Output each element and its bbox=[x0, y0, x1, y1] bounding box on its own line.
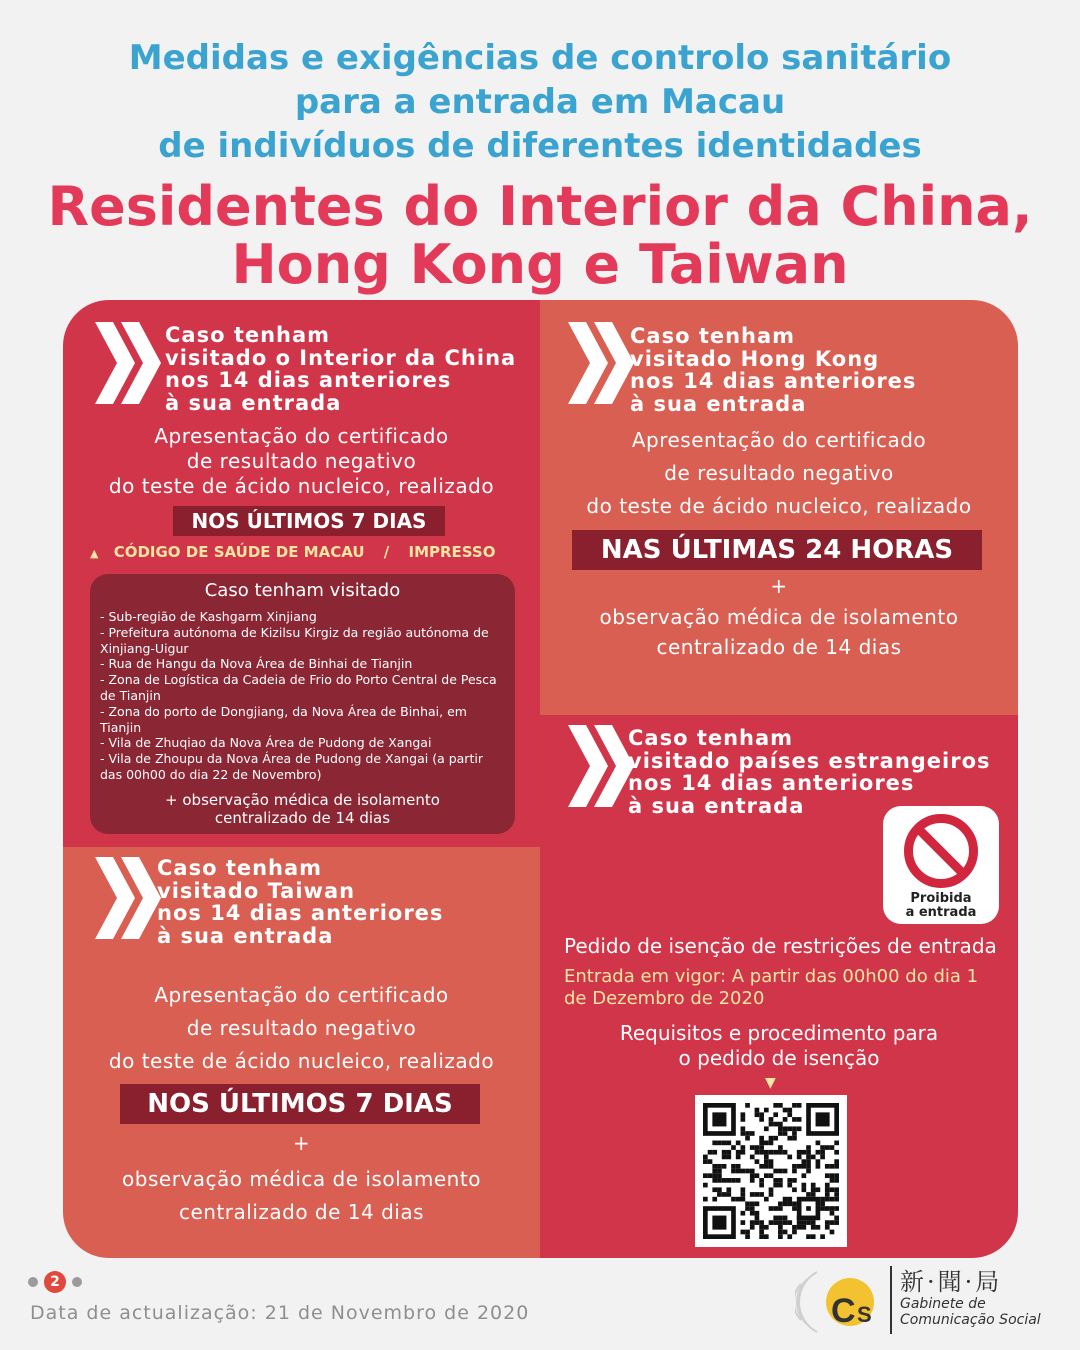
requirements-line: o pedido de isenção bbox=[678, 1046, 880, 1070]
macau-health-code-label: CÓDIGO DE SAÚDE DE MACAU bbox=[113, 543, 365, 561]
heading-line: visitado o Interior da China bbox=[165, 345, 517, 370]
logo-english-text bbox=[900, 1296, 1041, 1328]
health-code-row bbox=[90, 543, 495, 561]
logo-chinese-text: 新·聞·局 bbox=[900, 1268, 1003, 1296]
entry-prohibited-card bbox=[883, 806, 999, 924]
heading-line: nos 14 dias anteriores bbox=[165, 368, 452, 392]
heading-line: Caso tenham bbox=[630, 324, 796, 348]
requirement-line: de resultado negativo bbox=[186, 1016, 417, 1040]
heading-line: à sua entrada bbox=[630, 391, 807, 416]
hongkong-time-badge: NAS ÚLTIMAS 24 HORAS bbox=[572, 530, 982, 570]
exemption-requirements bbox=[540, 1021, 1018, 1071]
visited-footer bbox=[100, 791, 505, 827]
page-dot[interactable] bbox=[72, 1277, 82, 1287]
heading-line: nos 14 dias anteriores bbox=[630, 369, 917, 393]
subtitle-line: de indivíduos de diferentes identidades bbox=[158, 126, 922, 166]
triangle-up-icon: ▲ bbox=[90, 547, 99, 560]
gcs-logo-icon bbox=[795, 1262, 885, 1342]
extra-line: observação médica de isolamento bbox=[599, 605, 959, 629]
high-risk-areas-box bbox=[90, 574, 515, 834]
update-date: Data de actualização: 21 de Novembro de 2020 bbox=[30, 1302, 530, 1324]
extra-line: centralizado de 14 dias bbox=[178, 1200, 425, 1224]
taiwan-extra bbox=[63, 1163, 540, 1229]
heading-line: Caso tenham bbox=[628, 726, 794, 750]
svg-text:C: C bbox=[831, 1292, 856, 1330]
china-section bbox=[63, 300, 540, 847]
heading-line: visitado Taiwan bbox=[157, 878, 356, 903]
taiwan-heading bbox=[157, 857, 443, 947]
list-item: - Sub-região de Kashgarm Xinjiang bbox=[100, 609, 317, 624]
title-line: Residentes do Interior da China, bbox=[47, 175, 1033, 238]
subtitle-line: Medidas e exigências de controlo sanitário bbox=[128, 38, 952, 78]
requirement-line: de resultado negativo bbox=[186, 449, 417, 473]
foreign-heading bbox=[628, 727, 991, 817]
plus-sign: + bbox=[770, 574, 788, 598]
requirement-line: do teste de ácido nucleico, realizado bbox=[586, 494, 972, 518]
taiwan-section bbox=[63, 847, 540, 1258]
china-requirement bbox=[63, 424, 540, 499]
hongkong-extra bbox=[540, 602, 1018, 662]
page-title bbox=[0, 175, 1080, 296]
header bbox=[0, 36, 1080, 294]
chevron-right-icon bbox=[95, 857, 161, 939]
extra-line: centralizado de 14 dias bbox=[656, 635, 902, 659]
title-line: Hong Kong e Taiwan bbox=[231, 233, 849, 296]
chevron-right-icon bbox=[568, 322, 634, 404]
prohibited-icon bbox=[904, 814, 978, 888]
requirement-line: de resultado negativo bbox=[664, 461, 894, 485]
list-item: - Vila de Zhuqiao da Nova Área de Pudong de Xangai bbox=[100, 735, 432, 751]
current-page-dot[interactable]: 2 bbox=[44, 1271, 66, 1293]
gcs-logo bbox=[795, 1262, 1065, 1342]
svg-text:S: S bbox=[857, 1302, 872, 1327]
chevron-right-icon bbox=[95, 322, 161, 404]
footer-line: + observação médica de isolamento bbox=[165, 790, 440, 809]
footer-line: centralizado de 14 dias bbox=[214, 808, 391, 827]
heading-line: Caso tenham bbox=[165, 323, 331, 347]
plus-sign: + bbox=[292, 1131, 311, 1155]
heading-line: à sua entrada bbox=[157, 923, 334, 948]
header-subtitle bbox=[0, 36, 1080, 168]
logo-line: Gabinete de bbox=[900, 1296, 986, 1312]
chevron-right-icon bbox=[568, 725, 634, 807]
heading-line: à sua entrada bbox=[165, 390, 342, 415]
list-item: - Zona do porto de Dongjiang, da Nova Área de Binhai, em Tianjin bbox=[100, 703, 467, 735]
page-indicator bbox=[28, 1271, 82, 1293]
taiwan-time-badge: NOS ÚLTIMOS 7 DIAS bbox=[120, 1084, 480, 1124]
list-item: - Vila de Zhoupu da Nova Área de Pudong de Xangai (a partir das 00h00 do dia 22 de Novembro) bbox=[100, 751, 483, 782]
qr-code-icon[interactable] bbox=[695, 1095, 847, 1247]
requirements-line: Requisitos e procedimento para bbox=[619, 1021, 939, 1045]
high-risk-area-list bbox=[100, 609, 505, 783]
taiwan-requirement bbox=[63, 979, 540, 1078]
requirement-line: do teste de ácido nucleico, realizado bbox=[108, 474, 495, 498]
hongkong-requirement bbox=[540, 424, 1018, 523]
printed-label: IMPRESSO bbox=[408, 543, 496, 561]
hongkong-section bbox=[540, 300, 1018, 715]
hongkong-heading bbox=[630, 325, 916, 415]
foreign-countries-section bbox=[540, 715, 1018, 1258]
requirement-line: Apresentação do certificado bbox=[154, 983, 449, 1007]
page-dot[interactable] bbox=[28, 1277, 38, 1287]
requirement-line: Apresentação do certificado bbox=[154, 424, 449, 448]
heading-line: Caso tenham bbox=[157, 856, 323, 880]
heading-line: visitado Hong Kong bbox=[630, 346, 880, 371]
list-item: - Rua de Hangu da Nova Área de Binhai de Tianjin bbox=[100, 656, 413, 672]
heading-line: nos 14 dias anteriores bbox=[628, 771, 915, 795]
heading-line: nos 14 dias anteriores bbox=[157, 901, 444, 925]
exemption-effective-date: Entrada em vigor: A partir das 00h00 do dia 1 de Dezembro de 2020 bbox=[564, 966, 979, 1009]
subtitle-line: para a entrada em Macau bbox=[294, 82, 786, 122]
list-item: - Zona de Logística da Cadeia de Frio do Porto Central de Pesca de Tianjin bbox=[100, 672, 497, 703]
exemption-heading: Pedido de isenção de restrições de entrada bbox=[564, 934, 997, 958]
label-line: Proibida bbox=[910, 891, 972, 906]
separator: / bbox=[383, 543, 390, 561]
heading-line: à sua entrada bbox=[628, 793, 805, 818]
requirement-line: Apresentação do certificado bbox=[631, 428, 927, 452]
list-item: - Prefeitura autónoma de Kizilsu Kirgiz da região autónoma de Xinjiang-Uigur bbox=[100, 624, 489, 656]
triangle-down-icon: ▼ bbox=[765, 1075, 776, 1091]
visited-heading: Caso tenham visitado bbox=[204, 580, 401, 601]
china-heading bbox=[165, 324, 516, 414]
info-board bbox=[63, 300, 1018, 1258]
china-time-badge: NOS ÚLTIMOS 7 DIAS bbox=[173, 506, 445, 536]
logo-line: Comunicação Social bbox=[900, 1312, 1041, 1328]
requirement-line: do teste de ácido nucleico, realizado bbox=[108, 1049, 495, 1073]
logo-divider bbox=[890, 1266, 892, 1334]
label-line: a entrada bbox=[905, 905, 977, 920]
prohibited-label bbox=[883, 892, 999, 920]
extra-line: observação médica de isolamento bbox=[122, 1167, 481, 1191]
heading-line: visitado países estrangeiros bbox=[628, 748, 991, 773]
qr-code-graphic bbox=[703, 1103, 839, 1239]
